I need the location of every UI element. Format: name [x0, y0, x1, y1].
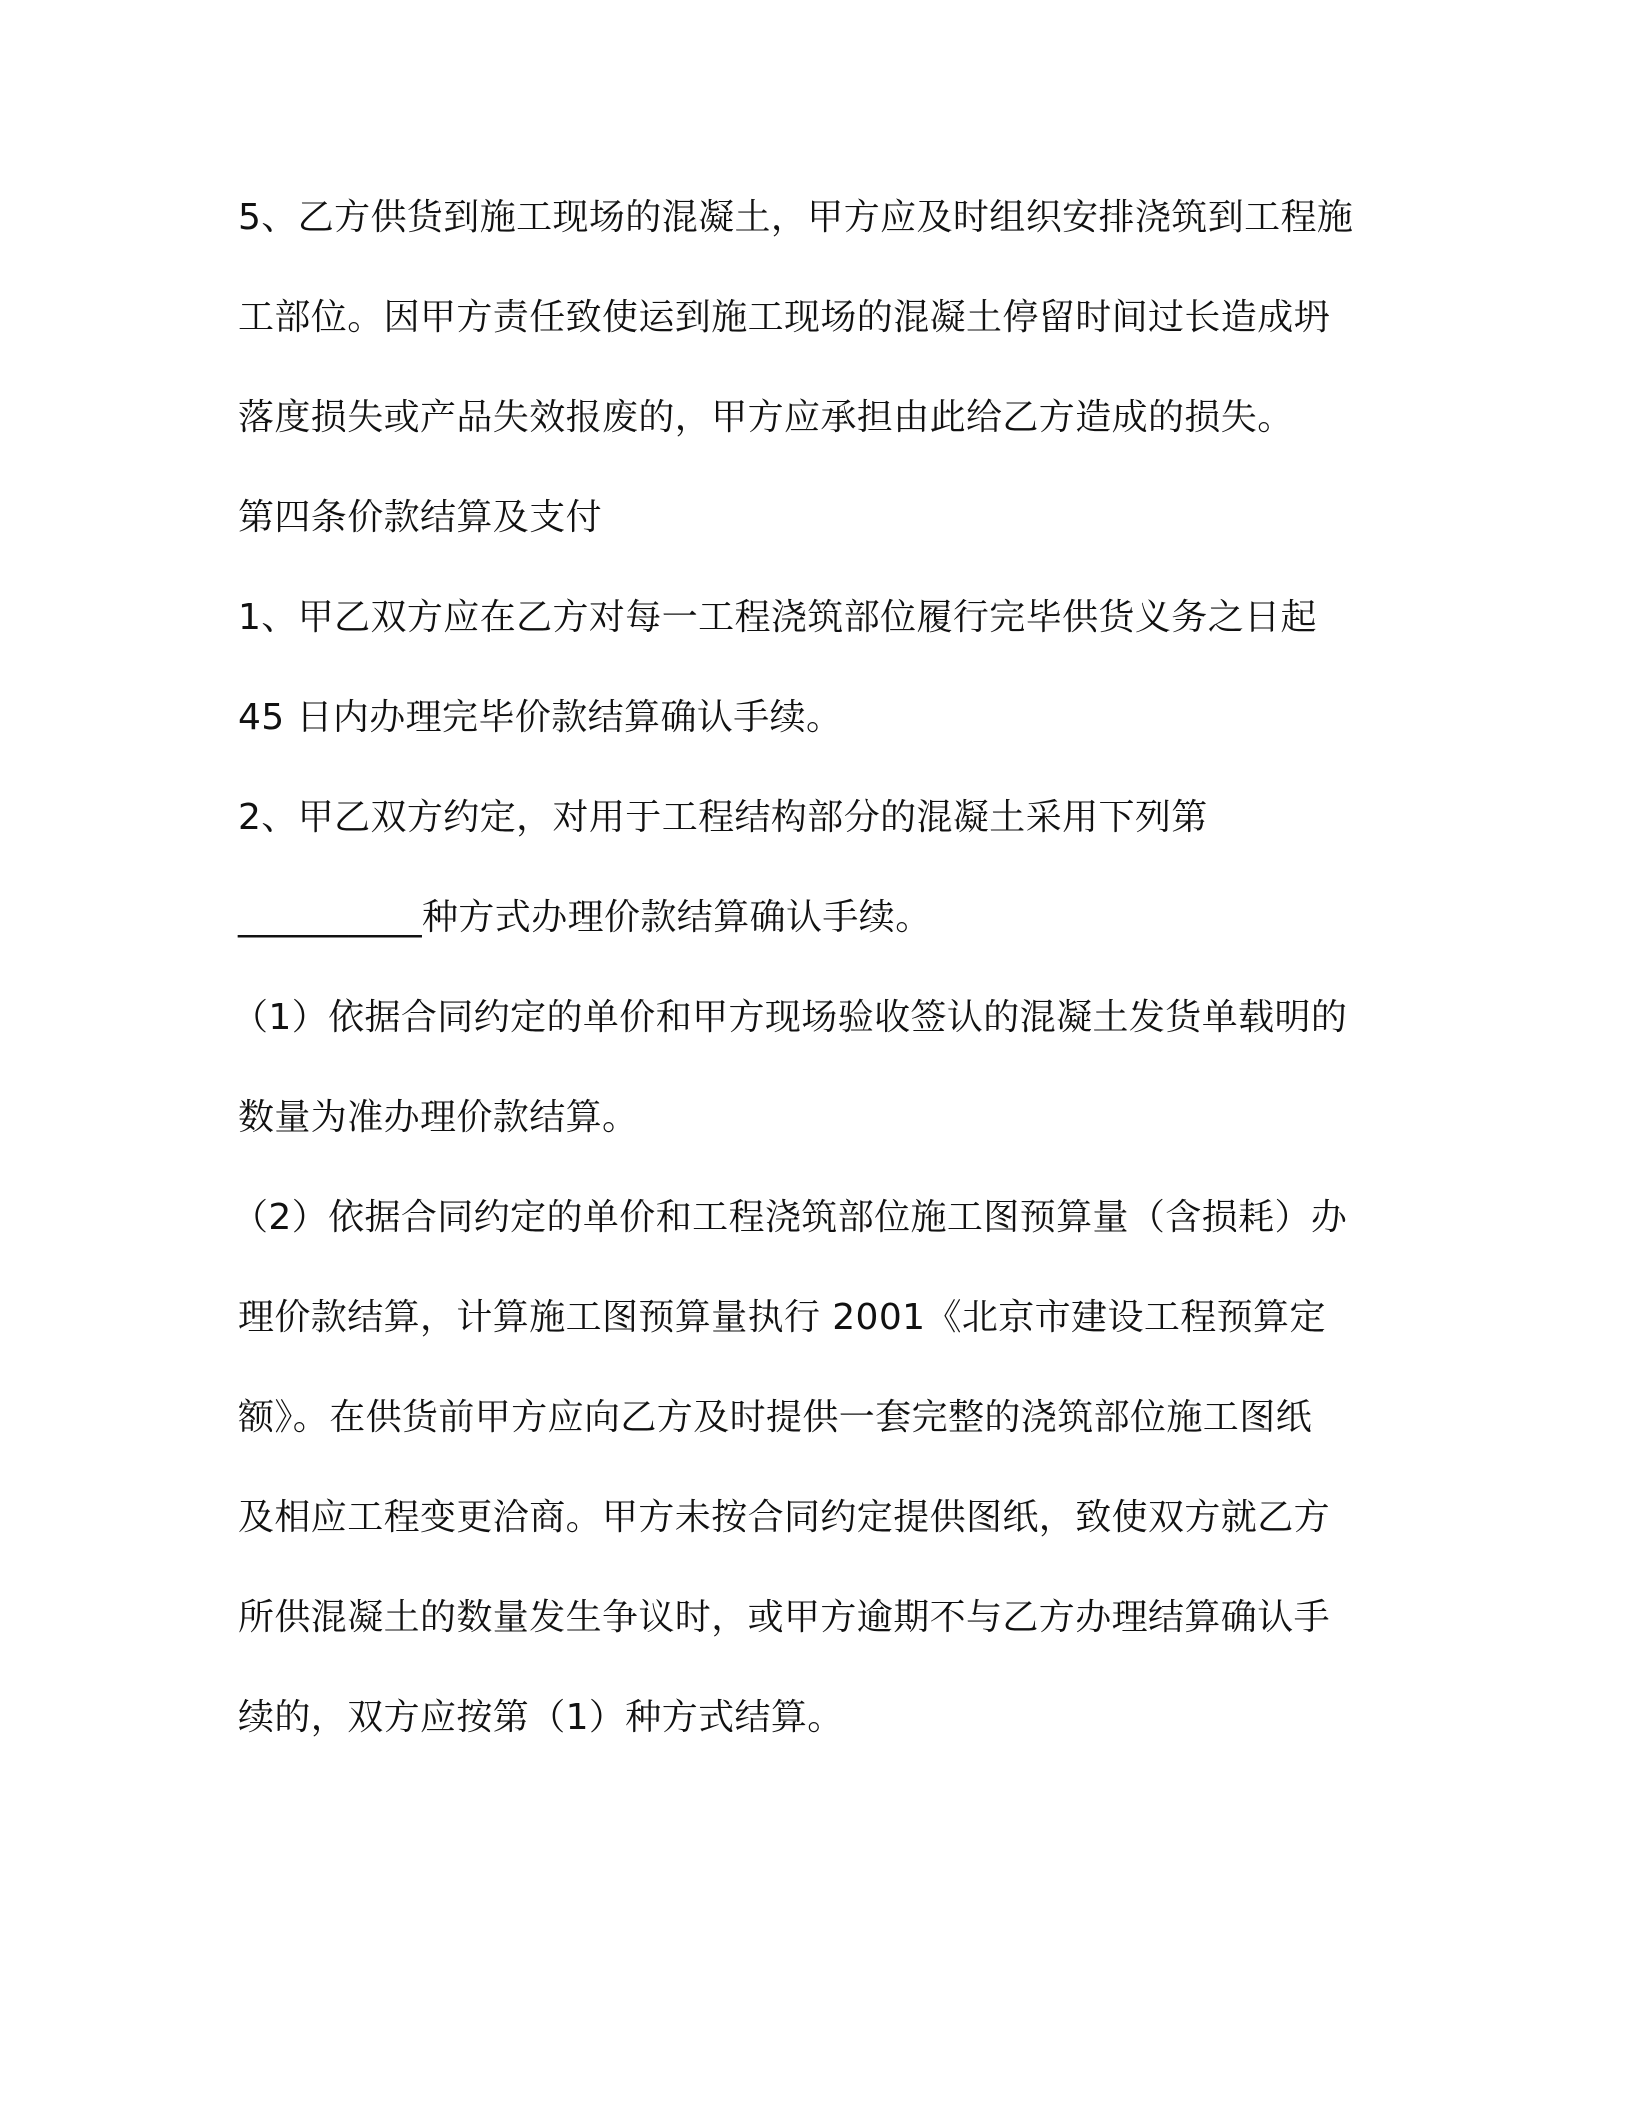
clause-2-line-2: __________种方式办理价款结算确认手续。: [238, 897, 932, 938]
option-2-line-4: 及相应工程变更洽商。甲方未按合同约定提供图纸，致使双方就乙方: [238, 1497, 1331, 1538]
option-1-line-2: 数量为准办理价款结算。: [238, 1097, 639, 1138]
option-2-line-2: 理价款结算，计算施工图预算量执行 2001《北京市建设工程预算定: [238, 1297, 1326, 1338]
option-1-line-1: （1）依据合同约定的单价和甲方现场验收签认的混凝土发货单载明的: [232, 997, 1348, 1038]
option-2-line-5: 所供混凝土的数量发生争议时，或甲方逾期不与乙方办理结算确认手: [238, 1597, 1331, 1638]
clause-5-line-3: 落度损失或产品失效报废的，甲方应承担由此给乙方造成的损失。: [238, 397, 1294, 438]
clause-2-line-1: 2、甲乙双方约定，对用于工程结构部分的混凝土采用下列第: [238, 797, 1208, 838]
clause-1-line-2: 45 日内办理完毕价款结算确认手续。: [238, 697, 843, 738]
option-2-line-6: 续的，双方应按第（1）种方式结算。: [238, 1697, 844, 1738]
clause-5-line-2: 工部位。因甲方责任致使运到施工现场的混凝土停留时间过长造成坍: [238, 297, 1331, 338]
option-2-line-1: （2）依据合同约定的单价和工程浇筑部位施工图预算量（含损耗）办: [232, 1197, 1348, 1238]
clause-5-line-1: 5、乙方供货到施工现场的混凝土，甲方应及时组织安排浇筑到工程施: [238, 197, 1354, 238]
option-2-line-3: 额》。在供货前甲方应向乙方及时提供一套完整的浇筑部位施工图纸: [238, 1397, 1313, 1438]
article-4-heading: 第四条价款结算及支付: [238, 497, 603, 538]
clause-1-line-1: 1、甲乙双方应在乙方对每一工程浇筑部位履行完毕供货义务之日起: [238, 597, 1317, 638]
